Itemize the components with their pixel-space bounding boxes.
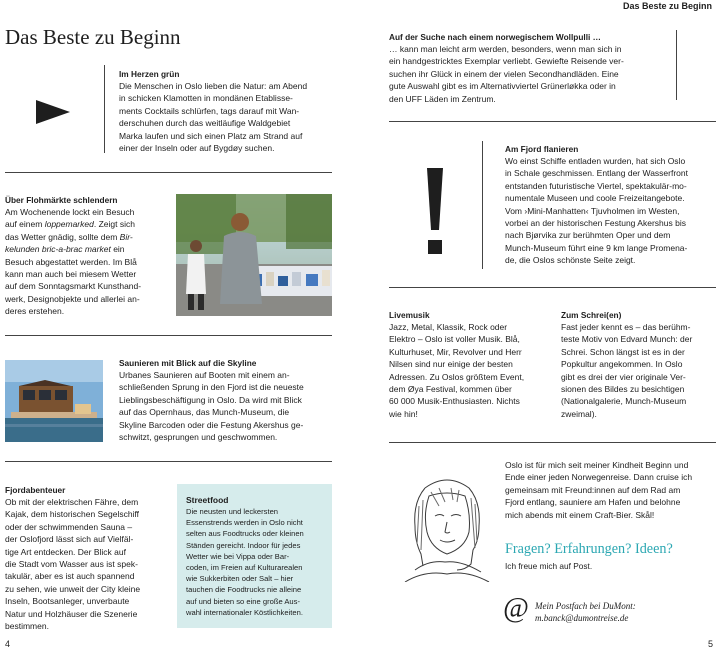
flea-market-photo: [176, 194, 332, 316]
author-invite: Ich freue mich auf Post.: [505, 561, 593, 571]
wollpulli-section: [389, 31, 663, 105]
sauna-boat-photo: [5, 360, 103, 442]
fjordabenteuer-text: Ob mit der elektrischen Fähre, dem Kajak, dem historischen Segelschiff oder der schwimmenden Sauna – der Oslofjord lässt sich auf Vielfäl- tige Art entdecken. Der Blick auf die Stadt vom Wasser aus ist spek- takulär, aber es ist auch spannend zu sehen, wie unweit der City kleine Inseln, Bootsanleger, unverbaute Natur und Holzhäuser die Szenerie bestimmen.: [5, 497, 141, 632]
author-question: Fragen? Erfahrungen? Ideen?: [505, 541, 673, 557]
schrei-section: [561, 309, 716, 420]
divider: [5, 172, 332, 173]
herzen-heading: Im Herzen grün: [119, 69, 180, 79]
divider: [389, 121, 716, 122]
author-portrait: [395, 470, 495, 582]
page-number-left: 4: [5, 639, 11, 649]
divider: [5, 461, 332, 462]
schrei-heading: Zum Schrei(en): [561, 310, 622, 320]
exclamation-icon: [424, 168, 446, 256]
herzen-section: [119, 68, 332, 154]
divider: [389, 442, 716, 443]
at-sign-icon: @: [503, 593, 529, 624]
streetfood-heading: Streetfood: [186, 495, 229, 505]
livemusik-section: [389, 309, 545, 420]
author-text: Oslo ist für mich seit meiner Kindheit Beginn und Ende einer jeden Norwegenreise. Dann cruise ich gemeinsam mit Freund:innen auf dem Rad am Fjord entlang, sauniere am Hafen und belohne mich abends mit einem Craft-Bier. Skål!: [505, 460, 693, 520]
fjord-text: Wo einst Schiffe entladen wurden, hat sich Oslo in Schale geschmissen. Entlang der Wasserfront entstanden futuristische Viertel, spektakulär-mo- numentale Museen und coole Freizeitangebote. Vom ›Mini-Manhatten‹ Tjuvholmen im Westen, vorbei an der historischen Festung Akershus bis nach Bjørvika zur berühmten Oper und dem Munch-Museum führt eine 9 km lange Promena- de, die Oslos schönste Seite zeigt.: [505, 156, 688, 266]
wollpulli-text: … kann man leicht arm werden, besonders, wenn man sich in ein handgestricktes Exemplar verliebt. Gewiefte Reisende ver- suchen ihr Glück in einem der vielen Secondhandläden. Eine gute Auswahl gibt es im Alternativviertel Grünerløkka oder in den UFF Läden im Zentrum.: [389, 44, 624, 104]
schrei-text: Fast jeder kennt es – das berühm- teste Motiv von Edvard Munch: der Schrei. Schon längst ist es in der Popkultur angekommen. In Oslo gibt es drei der vier originale Ver- sionen des Bildes zu besichtigen (Nationalgalerie, Munch-Museum zweimal).: [561, 322, 693, 419]
streetfood-text: Die neusten und leckersten Essenstrends werden in Oslo nicht selten aus Foodtrucks oder kleinen Ständen gereicht. Indoor für jedes Wetter wie bei Vippa oder Bar- coden, im Freien auf Kulturarealen wie Sukkerbiten oder Salt – hier tauchen die Foodtrucks nie alleine auf und bieten so eine große Aus- wahl internationaler Köstlichkeiten.: [186, 507, 304, 617]
fjord-section: [505, 143, 716, 267]
page-title: Das Beste zu Beginn: [5, 25, 181, 49]
postfach-label: Mein Postfach bei DuMont:: [535, 601, 636, 611]
divider: [104, 65, 105, 153]
flohmarkt-section: [5, 194, 168, 318]
wollpulli-heading: Auf der Suche nach einem norwegischem Wollpulli …: [389, 32, 601, 42]
livemusik-text: Jazz, Metal, Klassik, Rock oder Elektro – Oslo ist voller Musik. Blå, Kulturhuset, Mir, Revolver und Herr Nilsen sind nur einige der besten Adressen. Zu Oslos größtem Event, dem Øya Festival, kommen über 60 000 Musik-Enthusiasten. Nichts wie hin!: [389, 322, 525, 419]
livemusik-heading: Livemusik: [389, 310, 430, 320]
herzen-text: Die Menschen in Oslo lieben die Natur: am Abend in schicken Klamotten in mondänen Etablisse- ments Cocktails schlürfen, tags darauf mit Wan- derschuhen durch das weitläufige Waldgebiet Marka laufen und sich einen Platz am Strand auf einer der Inseln oder auf Bygdøy suchen.: [119, 81, 308, 154]
author-email[interactable]: m.banck@dumontreise.de: [535, 613, 629, 623]
saunieren-heading: Saunieren mit Blick auf die Skyline: [119, 358, 257, 368]
fjord-heading: Am Fjord flanieren: [505, 144, 579, 154]
saunieren-section: [119, 357, 332, 443]
divider: [5, 335, 332, 336]
divider: [482, 141, 483, 269]
running-header: Das Beste zu Beginn: [623, 1, 713, 11]
saunieren-text: Urbanes Saunieren auf Booten mit einem an- schließenden Sprung in den Fjord ist die neueste Lieblingsbeschäftigung in Oslo. Da wird mit Blick auf das Opernhaus, das Munch-Museum, die Skyline Barcoden oder die Festung Akershus ge- schwitzt, gesprungen und geschwommen.: [119, 370, 304, 443]
play-arrow-icon: [36, 100, 70, 124]
fjordabenteuer-section: [5, 484, 168, 632]
streetfood-box: [177, 484, 332, 628]
page-number-right: 5: [708, 639, 714, 649]
author-section: [505, 459, 716, 521]
flohmarkt-text: Am Wochenende lockt ein Besuch auf einem loppemarked. Zeigt sich das Wetter gnädig, sollte dem Bir- kelunden bric-a-brac market ein Besuch abgestattet werden. Im Blå kann man auch bei miesem Wetter auf dem Sonntagsmarkt Kunsthand- werk, Designobjekte und allerlei an- deres erstehen.: [5, 207, 142, 317]
flohmarkt-heading: Über Flohmärkte schlendern: [5, 195, 118, 205]
divider: [389, 287, 716, 288]
fjordabenteuer-heading: Fjordabenteuer: [5, 485, 66, 495]
divider: [676, 30, 677, 100]
